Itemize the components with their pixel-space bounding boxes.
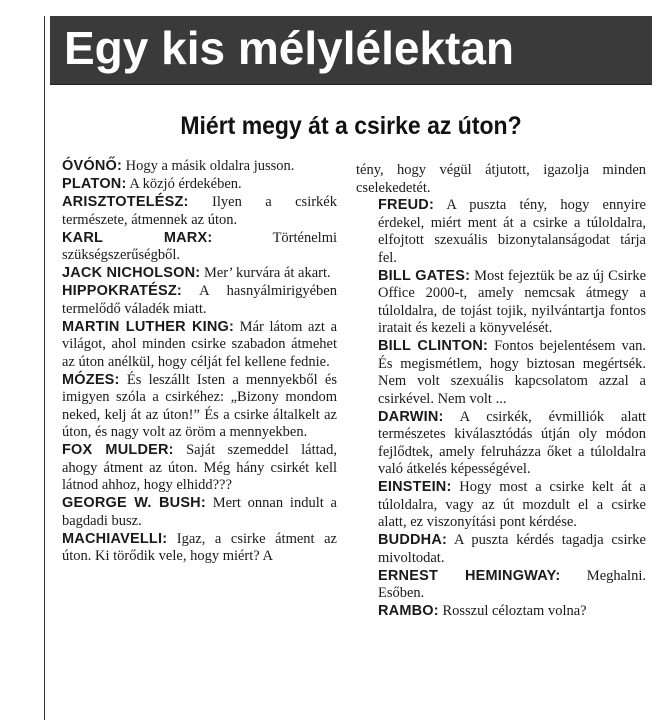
quote-text: Már látom azt a világot, ahol minden csirke szabadon átmehet az úton anélkül, hogy célját fel kellene fednie. [62, 318, 337, 370]
quote-text: Rosszul céloztam volna? [438, 603, 587, 619]
speaker-name: FOX MULDER: [62, 442, 174, 458]
quote-text: Most fejeztük be az új Csirke Office 2000-t, amely nemcsak átmegy a túloldalra, de tojást tojik, nyilvántartja fontos iratait és kezeli a könyvelését. [378, 267, 647, 336]
quote-entry [40, 265, 337, 283]
quote-entry [40, 194, 337, 229]
quote-entry [40, 442, 337, 495]
speaker-name: ERNEST HEMINGWAY: [378, 567, 561, 584]
speaker-name: BILL GATES: [378, 267, 471, 284]
quote-entry [356, 603, 646, 621]
speaker-name: EINSTEIN: [378, 479, 452, 495]
speaker-name: MÓZES: [62, 371, 120, 388]
quote-entry [356, 409, 646, 479]
speaker-name: FREUD: [378, 197, 434, 213]
speaker-name: MACHIAVELLI: [62, 530, 168, 547]
article-subtitle: Miért megy át a csirke az úton? [180, 112, 522, 140]
quote-entry [40, 531, 337, 566]
continued-text: tény, hogy végül átjutott, igazolja minden cselekedetét. [356, 162, 646, 196]
quote-entry [40, 158, 337, 176]
quote-text: A hasnyálmirigyében termelődő váladék miatt. [62, 283, 337, 317]
quote-entry [356, 532, 646, 567]
speaker-name: KARL MARX: [62, 229, 213, 246]
quote-entry [40, 372, 337, 442]
quote-text: Hogy most a csirke kelt át a túloldalra, vagy az út mozdult el a csirke alatt, ez viszonyítási pont kérdése. [378, 479, 646, 530]
quote-entry [40, 176, 337, 194]
quote-text: Mer’ kurvára át akart. [200, 265, 331, 281]
article-title: Egy kis mélylélektan [64, 22, 515, 74]
speaker-name: ARISZTOTELÉSZ: [62, 194, 189, 210]
quote-text: Ilyen a csirkék természete, átmennek az úton. [62, 194, 337, 228]
speaker-name: GEORGE W. BUSH: [62, 495, 206, 511]
quote-text: Fontos bejelentésem van. És megismétlem, hogy biztosan megértsék. Nem volt szexuális kapcsolatom azzal a csirkével. Nem volt ... [378, 338, 647, 407]
left-column [40, 158, 337, 566]
right-column [356, 162, 646, 621]
quote-entry [40, 319, 337, 372]
quote-entry [356, 479, 646, 532]
quote-text: A puszta tény, hogy ennyire érdekel, miért ment át a csirke a túloldalra, elfojtott szexuális bizonytalanságodat tárja fel. [378, 197, 646, 266]
quote-entry [40, 283, 337, 318]
quote-entry [40, 230, 337, 265]
quote-entry [356, 197, 646, 267]
quote-text: A puszta kérdés tagadja csirke mivoltodat. [378, 532, 646, 566]
speaker-name: MARTIN LUTHER KING: [62, 318, 235, 335]
quote-entry [356, 338, 646, 408]
quote-entry [356, 268, 646, 338]
speaker-name: BILL CLINTON: [378, 338, 489, 354]
quote-text: Hogy a másik oldalra jusson. [122, 158, 295, 174]
quote-text: Történelmi szükségszerűségből. [62, 229, 337, 263]
quote-text: És leszállt Isten a mennyekből és imigyen szóla a csirkéhez: „Bizony mondom neked, kelj át az úton!” És a csirke általkelt az úton, és nagy volt az öröm a mennyekben. [62, 371, 337, 440]
quote-text: Mert onnan indult a bagdadi busz. [62, 495, 337, 529]
quote-text: Meghalni. Esőben. [378, 567, 646, 601]
speaker-name: RAMBO: [378, 603, 439, 619]
speaker-name: JACK NICHOLSON: [62, 265, 201, 281]
title-banner [50, 16, 652, 85]
speaker-name: PLATON: [62, 176, 127, 192]
quote-text: Igaz, a csirke átment az úton. Ki törődik vele, hogy miért? A [62, 530, 337, 564]
quote-entry [40, 495, 337, 530]
quote-text: A közjó érdekében. [126, 176, 242, 192]
speaker-name: HIPPOKRATÉSZ: [62, 283, 182, 299]
speaker-name: ÓVÓNŐ: [62, 158, 123, 174]
speaker-name: BUDDHA: [378, 532, 448, 548]
quote-text: Saját szemeddel láttad, ahogy átment az úton. Még hány csirkét kell látnod ahhoz, hogy elhidd??? [62, 442, 337, 493]
speaker-name: DARWIN: [378, 408, 444, 425]
quote-entry [356, 568, 646, 603]
quote-text: A csirkék, évmilliók alatt természetes kiválasztódás útján oly módon fejlődtek, amely felruházza őket a túloldalra való átkelés képességével. [378, 408, 646, 477]
